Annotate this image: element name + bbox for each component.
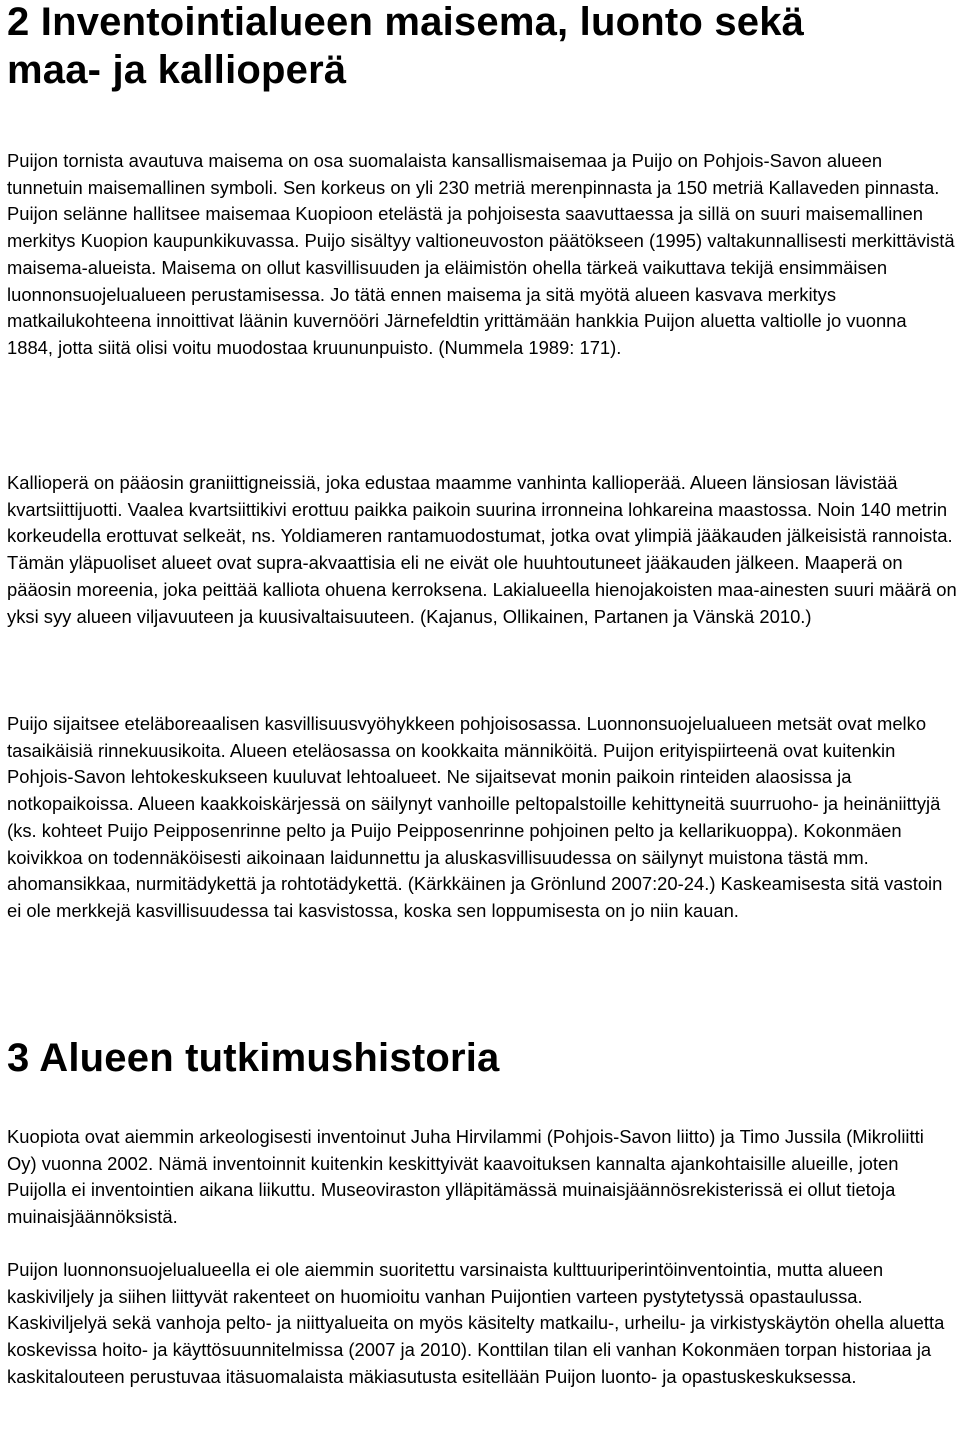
section-2-heading [7, 0, 957, 94]
vegetation-paragraph: Puijo sijaitsee eteläboreaalisen kasvillisuusvyöhykkeen pohjoisosassa. Luonnonsuojelualueen metsät ovat melko tasaikäisiä rinnekuusikoita. Alueen eteläosassa on kookkaita männiköitä. Puijon erityispiirteenä ovat kuitenkin Pohjois-Savon lehtokeskukseen kuuluvat lehtoalueet. Ne sijaitsevat monin paikoin rinteiden alaosissa ja notkopaikoissa. Alueen kaakkoiskärjessä on säilynyt vanhoille peltopalstoille kehittyneitä suurruoho- ja heinäniittyjä (ks. kohteet Puijo Peipposenrinne pelto ja Puijo Peipposenrinne pohjoinen pelto ja kellarikuoppa). Kokonmäen koivikkoa on todennäköisesti aikoinaan laidunnettu ja aluskasvillisuudessa on säilynyt muistona tästä mm. ahomansikkaa, nurmitädykettä ja rohtotädykettä. (Kärkkäinen ja Grönlund 2007:20-24.) Kaskeamisesta sitä vastoin ei ole merkkejä kasvillisuudessa tai kasvistossa, koska sen loppumisesta on jo niin kauan. [7, 713, 943, 921]
section-2-heading-line-1: 2 Inventointialueen maisema, luonto sekä [7, 0, 805, 44]
section-3-heading: 3 Alueen tutkimushistoria [7, 1036, 500, 1080]
bedrock-paragraph: Kallioperä on pääosin graniittigneissiä, joka edustaa maamme vanhinta kallioperää. Alueen länsiosan lävistää kvartsiittijuotti. Vaalea kvartsiittikivi erottuu paikka paikoin suurina irronneina lohkareina maastossa. Noin 140 metrin korkeudella erottuvat selkeät, ns. Yoldiameren rantamuodostumat, jotka ovat ylimpiä jääkauden jälkeisistä rannoista. Tämän yläpuoliset alueet ovat supra-akvaattisia eli ne eivät ole huuhtoutuneet jääkauden jälkeen. Maaperä on pääosin moreenia, joka peittää kalliota ohuena kerroksena. Lakialueella hienojakoisten maa-ainesten suuri määrä on yksi syy alueen viljavuuteen ja kuusivaltaisuuteen. (Kajanus, Ollikainen, Partanen ja Vänskä 2010.) [7, 472, 957, 627]
research-history-paragraph: Kuopiota ovat aiemmin arkeologisesti inventoinut Juha Hirvilammi (Pohjois-Savon liitto) ja Timo Jussila (Mikroliitti Oy) vuonna 2002. Nämä inventoinnit kuitenkin keskittyivät kaavoituksen kannalta ajankohtaisille alueille, joten Puijolla ei inventointien aikana liikuttu. Museoviraston ylläpitämässä muinaisjäännösrekisterissä ei ollut tietoja muinaisjäännöksistä. [7, 1126, 924, 1228]
section-2-heading-line-2: maa- ja kallioperä [7, 48, 347, 92]
landscape-paragraph: Puijon tornista avautuva maisema on osa suomalaista kansallismaisemaa ja Puijo on Pohjois-Savon alueen tunnetuin maisemallinen symboli. Sen korkeus on yli 230 metriä merenpinnasta ja 150 metriä Kallaveden pinnasta. Puijon selänne hallitsee maisemaa Kuopioon etelästä ja pohjoisesta saavuttaessa ja sillä on suuri maisemallinen merkitys Kuopion kaupunkikuvassa. Puijo sisältyy valtioneuvoston päätökseen (1995) valtakunnallisesti merkittävistä maisema-alueista. Maisema on ollut kasvillisuuden ja eläimistön ohella tärkeä vaikuttava tekijä ensimmäisen luonnonsuojelualueen perustamisessa. Jo tätä ennen maisema ja sitä myötä alueen kasvava merkitys matkailukohteena innoittivat läänin kuvernööri Järnefeldtin yrittämään hankkia Puijon aluetta valtiolle jo vuonna 1884, jotta siitä olisi voitu muodostaa kruununpuisto. (Nummela 1989: 171). [7, 150, 955, 358]
cultural-heritage-paragraph: Puijon luonnonsuojelualueella ei ole aiemmin suoritettu varsinaista kulttuuriperintöinventointia, mutta alueen kaskiviljely ja siihen liittyvät rakenteet on huomioitu vanhan Puijontien varteen pystytetyssä opastaulussa. Kaskiviljelyä sekä vanhoja pelto- ja niittyalueita on myös käsitelty matkailu-, urheilu- ja virkistyskäytön ohella aluetta koskevissa hoito- ja käyttösuunnitelmissa (2007 ja 2010). Konttilan tilan eli vanhan Kokonmäen torpan historiaa ja kaskitalouteen perustuvaa itäsuomalaista mäkiasutusta esitellään Puijon luonto- ja opastuskeskuksessa. [7, 1259, 945, 1387]
